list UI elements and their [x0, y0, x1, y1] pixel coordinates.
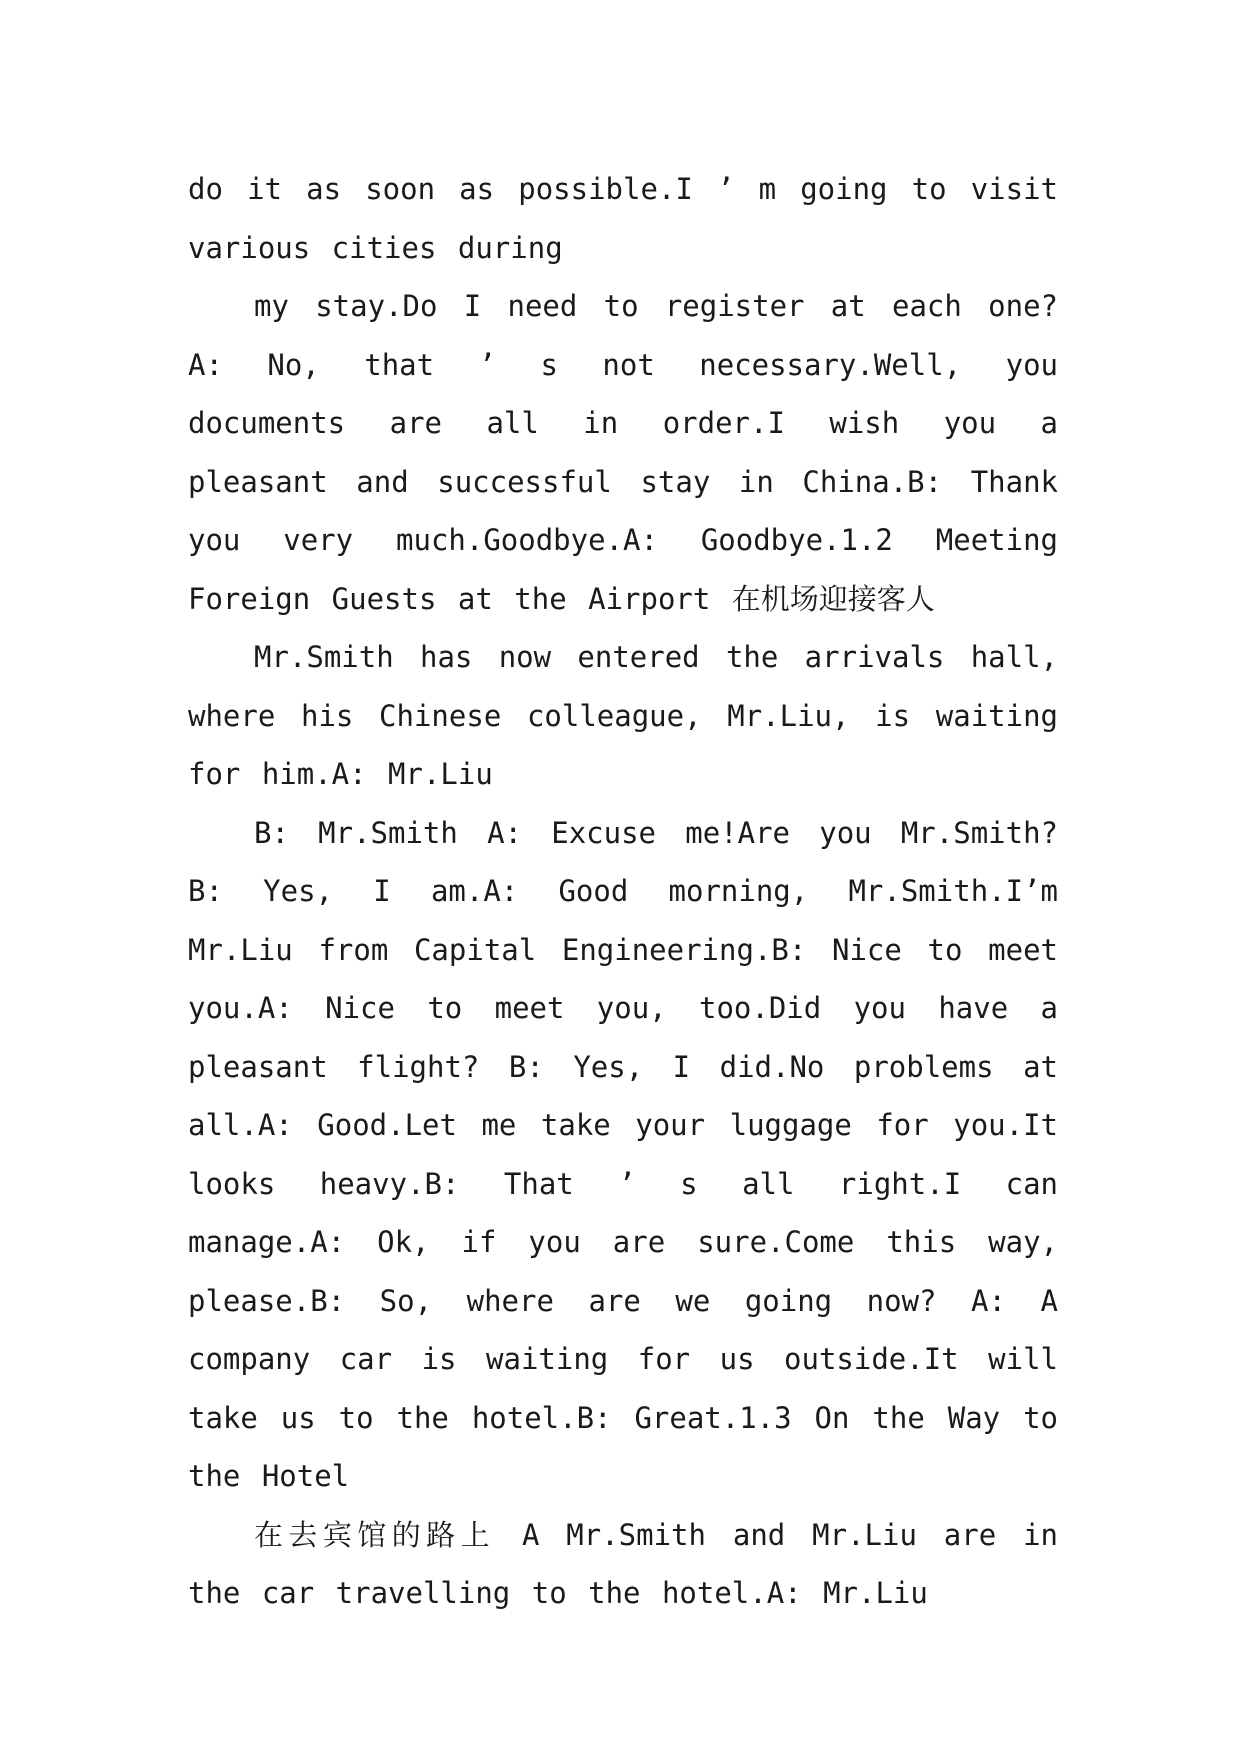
paragraph-registration-dialogue: my stay.Do I need to register at each one? A: No, that ’ s not necessary.Well, you documents are all in order.I wish you a pleasant and successful stay in China.B: Thank you very much.Goodbye.A: Goodbye.1.2 Meeting Foreign Guests at the Airport 在机场迎接客人 [188, 289, 1058, 616]
paragraph-arrivals-hall: Mr.Smith has now entered the arrivals hall, where his Chinese colleague, Mr.Liu, is waiting for him.A: Mr.Liu [188, 640, 1058, 791]
document-body [188, 160, 1058, 1623]
paragraph-continuation: do it as soon as possible.I ’ m going to visit various cities during [188, 172, 1058, 265]
paragraph-meeting-dialogue: B: Mr.Smith A: Excuse me!Are you Mr.Smith? B: Yes, I am.A: Good morning, Mr.Smith.I’m Mr.Liu from Capital Engineering.B: Nice to meet you.A: Nice to meet you, too.Did you have a pleasant flight? B: Yes, I did.No problems at all.A: Good.Let me take your luggage for you.It looks heavy.B: That ’ s all right.I can manage.A: Ok, if you are sure.Come this way, please.B: So, where are we going now? A: A company car is waiting for us outside.It will take us to the hotel.B: Great.1.3 On the Way to the Hotel [188, 815, 1058, 1493]
paragraph-on-the-way: 在去宾馆的路上 A Mr.Smith and Mr.Liu are in the car travelling to the hotel.A: Mr.Liu [188, 1517, 1058, 1610]
